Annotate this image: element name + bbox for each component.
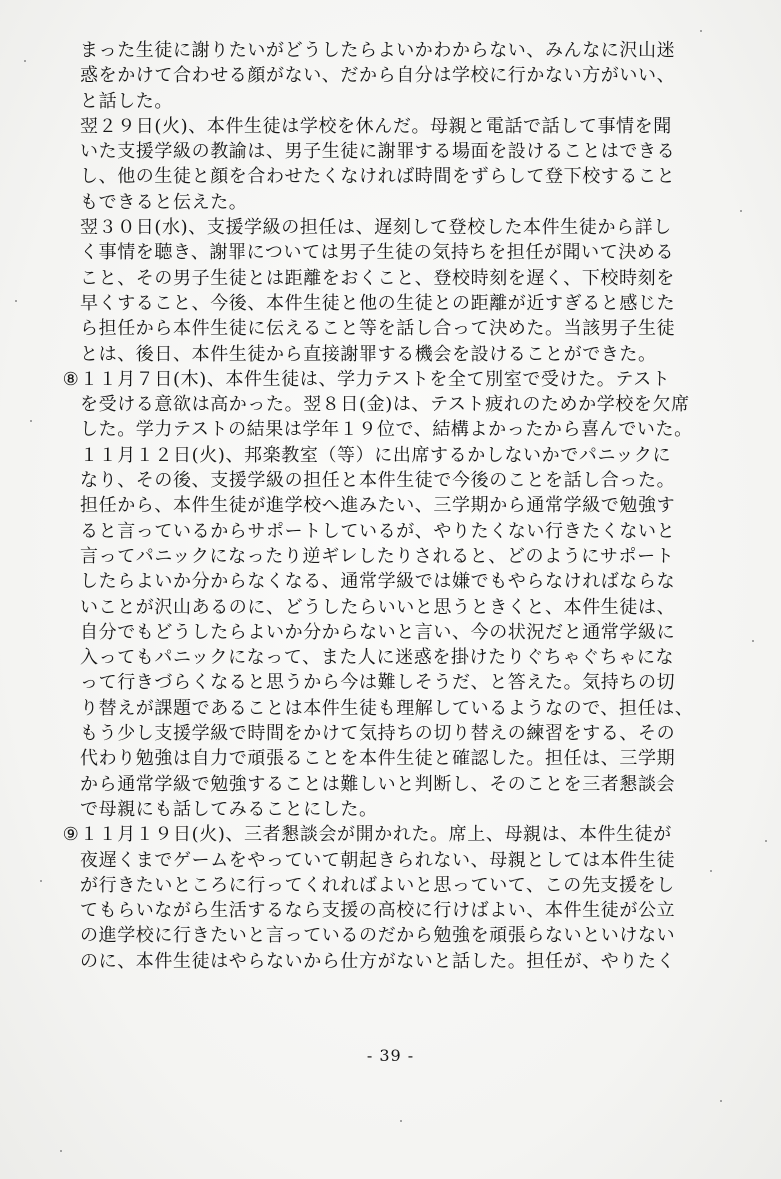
text-line	[62, 746, 702, 771]
item-marker: ⑧	[62, 368, 80, 390]
line-text: まった生徒に謝りたいがどうしたらよいかわからない、みんなに沢山迷	[80, 40, 676, 61]
line-text: 翌２９日(火)、本件生徒は学校を休んだ。母親と電話で話して事情を聞	[80, 115, 672, 137]
text-line	[62, 848, 702, 873]
line-text: もできると伝えた。	[80, 191, 248, 213]
text-line	[62, 721, 702, 746]
scan-speck	[30, 420, 32, 422]
scan-speck	[15, 300, 17, 302]
text-line	[62, 342, 702, 367]
scan-speck	[40, 880, 42, 882]
text-line	[62, 392, 702, 417]
text-line	[62, 822, 702, 847]
text-line	[62, 443, 702, 468]
text-line	[62, 215, 702, 240]
line-text: したらよいか分からなくなる、通常学級では嫌でもやらなければならな	[80, 571, 676, 593]
line-text: 翌３０日(水)、支援学級の担任は、遅刻して登校した本件生徒から詳し	[80, 217, 672, 239]
line-text: ら担任から本件生徒に伝えること等を話し合って決めた。当該男子生徒	[80, 318, 676, 340]
line-text: こと、その男子生徒とは距離をおくこと、登校時刻を遅く、下校時刻を	[80, 267, 675, 289]
text-line	[62, 645, 702, 670]
text-line	[62, 923, 702, 948]
line-text: 夜遅くまでゲームをやっていて朝起きられない、母親としては本件生徒	[80, 849, 676, 871]
text-line	[62, 190, 702, 215]
text-line	[62, 569, 702, 594]
scan-speck	[720, 1100, 722, 1102]
text-line	[62, 38, 702, 63]
line-text: 言ってパニックになったり逆ギレしたりされると、どのようにサポート	[80, 545, 675, 567]
line-text: り替えが課題であることは本件生徒も理解しているようなので、担任は、	[80, 697, 694, 719]
line-text: 自分でもどうしたらよいか分からないと言い、今の状況だと通常学級に	[80, 621, 676, 643]
page-number: - 39 -	[366, 1046, 415, 1065]
text-line	[62, 468, 702, 493]
scan-speck	[740, 210, 742, 212]
text-line	[62, 266, 702, 291]
text-line	[62, 164, 702, 189]
line-text: なり、その後、支援学級の担任と本件生徒で今後のことを話し合った。	[80, 470, 676, 492]
text-line	[62, 949, 702, 974]
line-text: のに、本件生徒はやらないから仕方がないと話した。担任が、やりたく	[80, 950, 676, 972]
line-text: いことが沢山あるのに、どうしたらいいと思うときくと、本件生徒は、	[80, 596, 676, 618]
text-line	[62, 63, 702, 88]
scan-speck	[400, 1120, 402, 1122]
line-text: と話した。	[80, 90, 173, 112]
line-text: １１月１２日(火)、邦楽教室（等）に出席するかしないかでパニックに	[80, 444, 672, 466]
text-line	[62, 519, 702, 544]
line-text: って行きづらくなると思うから今は難しそうだ、と答えた。気持ちの切	[80, 672, 676, 694]
text-line	[62, 367, 702, 392]
text-line	[62, 114, 702, 139]
line-text: した。学力テストの結果は学年１９位で、結構よかったから喜んでいた。	[80, 419, 693, 441]
text-line	[62, 417, 702, 442]
line-text: 早くすること、今後、本件生徒と他の生徒との距離が近すぎると感じた	[80, 292, 676, 314]
body-text	[62, 38, 702, 974]
scan-speck	[765, 840, 767, 842]
text-line	[62, 89, 702, 114]
text-line	[62, 873, 702, 898]
item-marker: ⑨	[62, 824, 80, 846]
line-text: いた支援学級の教諭は、男子生徒に謝罪する場面を設けることはできる	[80, 141, 676, 163]
scan-speck	[24, 60, 26, 62]
text-line	[62, 291, 702, 316]
text-line	[62, 772, 702, 797]
line-text: １１月１９日(火)、三者懇談会が開かれた。席上、母親は、本件生徒が	[80, 824, 672, 846]
line-text: １１月７日(木)、本件生徒は、学力テストを全て別室で受けた。テスト	[80, 368, 671, 390]
line-text: 代わり勉強は自力で頑張ることを本件生徒と確認した。担任は、三学期	[80, 748, 676, 770]
text-line	[62, 670, 702, 695]
text-line	[62, 544, 702, 569]
text-line	[62, 620, 702, 645]
line-text: 担任から、本件生徒が進学校へ進みたい、三学期から通常学級で勉強す	[80, 495, 676, 517]
line-text: 惑をかけて合わせる顔がない、だから自分は学校に行かない方がいい、	[80, 65, 676, 87]
line-text: もう少し支援学級で時間をかけて気持ちの切り替えの練習をする、その	[80, 723, 676, 745]
line-text: から通常学級で勉強することは難しいと判断し、そのことを三者懇談会	[80, 773, 676, 795]
line-text: で母親にも話してみることにした。	[80, 798, 378, 820]
line-text: 入ってもパニックになって、また人に迷惑を掛けたりぐちゃぐちゃにな	[80, 647, 675, 669]
scan-speck	[710, 870, 712, 872]
scan-speck	[60, 1150, 62, 1152]
line-text: の進学校に行きたいと言っているのだから勉強を頑張らないといけない	[80, 925, 676, 947]
line-text: てもらいながら生活するなら支援の高校に行けばよい、本件生徒が公立	[80, 900, 676, 922]
scan-speck	[700, 30, 702, 32]
line-text: く事情を聴き、謝罪については男子生徒の気持ちを担任が聞いて決める	[80, 242, 675, 264]
text-line	[62, 696, 702, 721]
text-line	[62, 595, 702, 620]
text-line	[62, 240, 702, 265]
line-text: が行きたいところに行ってくれればよいと思っていて、この先支援をし	[80, 874, 675, 896]
line-text: ると言っているからサポートしているが、やりたくない行きたくないと	[80, 520, 676, 542]
line-text: を受ける意欲は高かった。翌８日(金)は、テスト疲れのためか学校を欠席	[80, 394, 690, 416]
text-line	[62, 139, 702, 164]
text-line	[62, 493, 702, 518]
text-line	[62, 898, 702, 923]
text-line	[62, 797, 702, 822]
line-text: とは、後日、本件生徒から直接謝罪する機会を設けることができた。	[80, 343, 657, 365]
text-line	[62, 316, 702, 341]
line-text: し、他の生徒と顔を合わせたくなければ時間をずらして登下校すること	[80, 166, 676, 188]
scan-speck	[752, 640, 754, 642]
